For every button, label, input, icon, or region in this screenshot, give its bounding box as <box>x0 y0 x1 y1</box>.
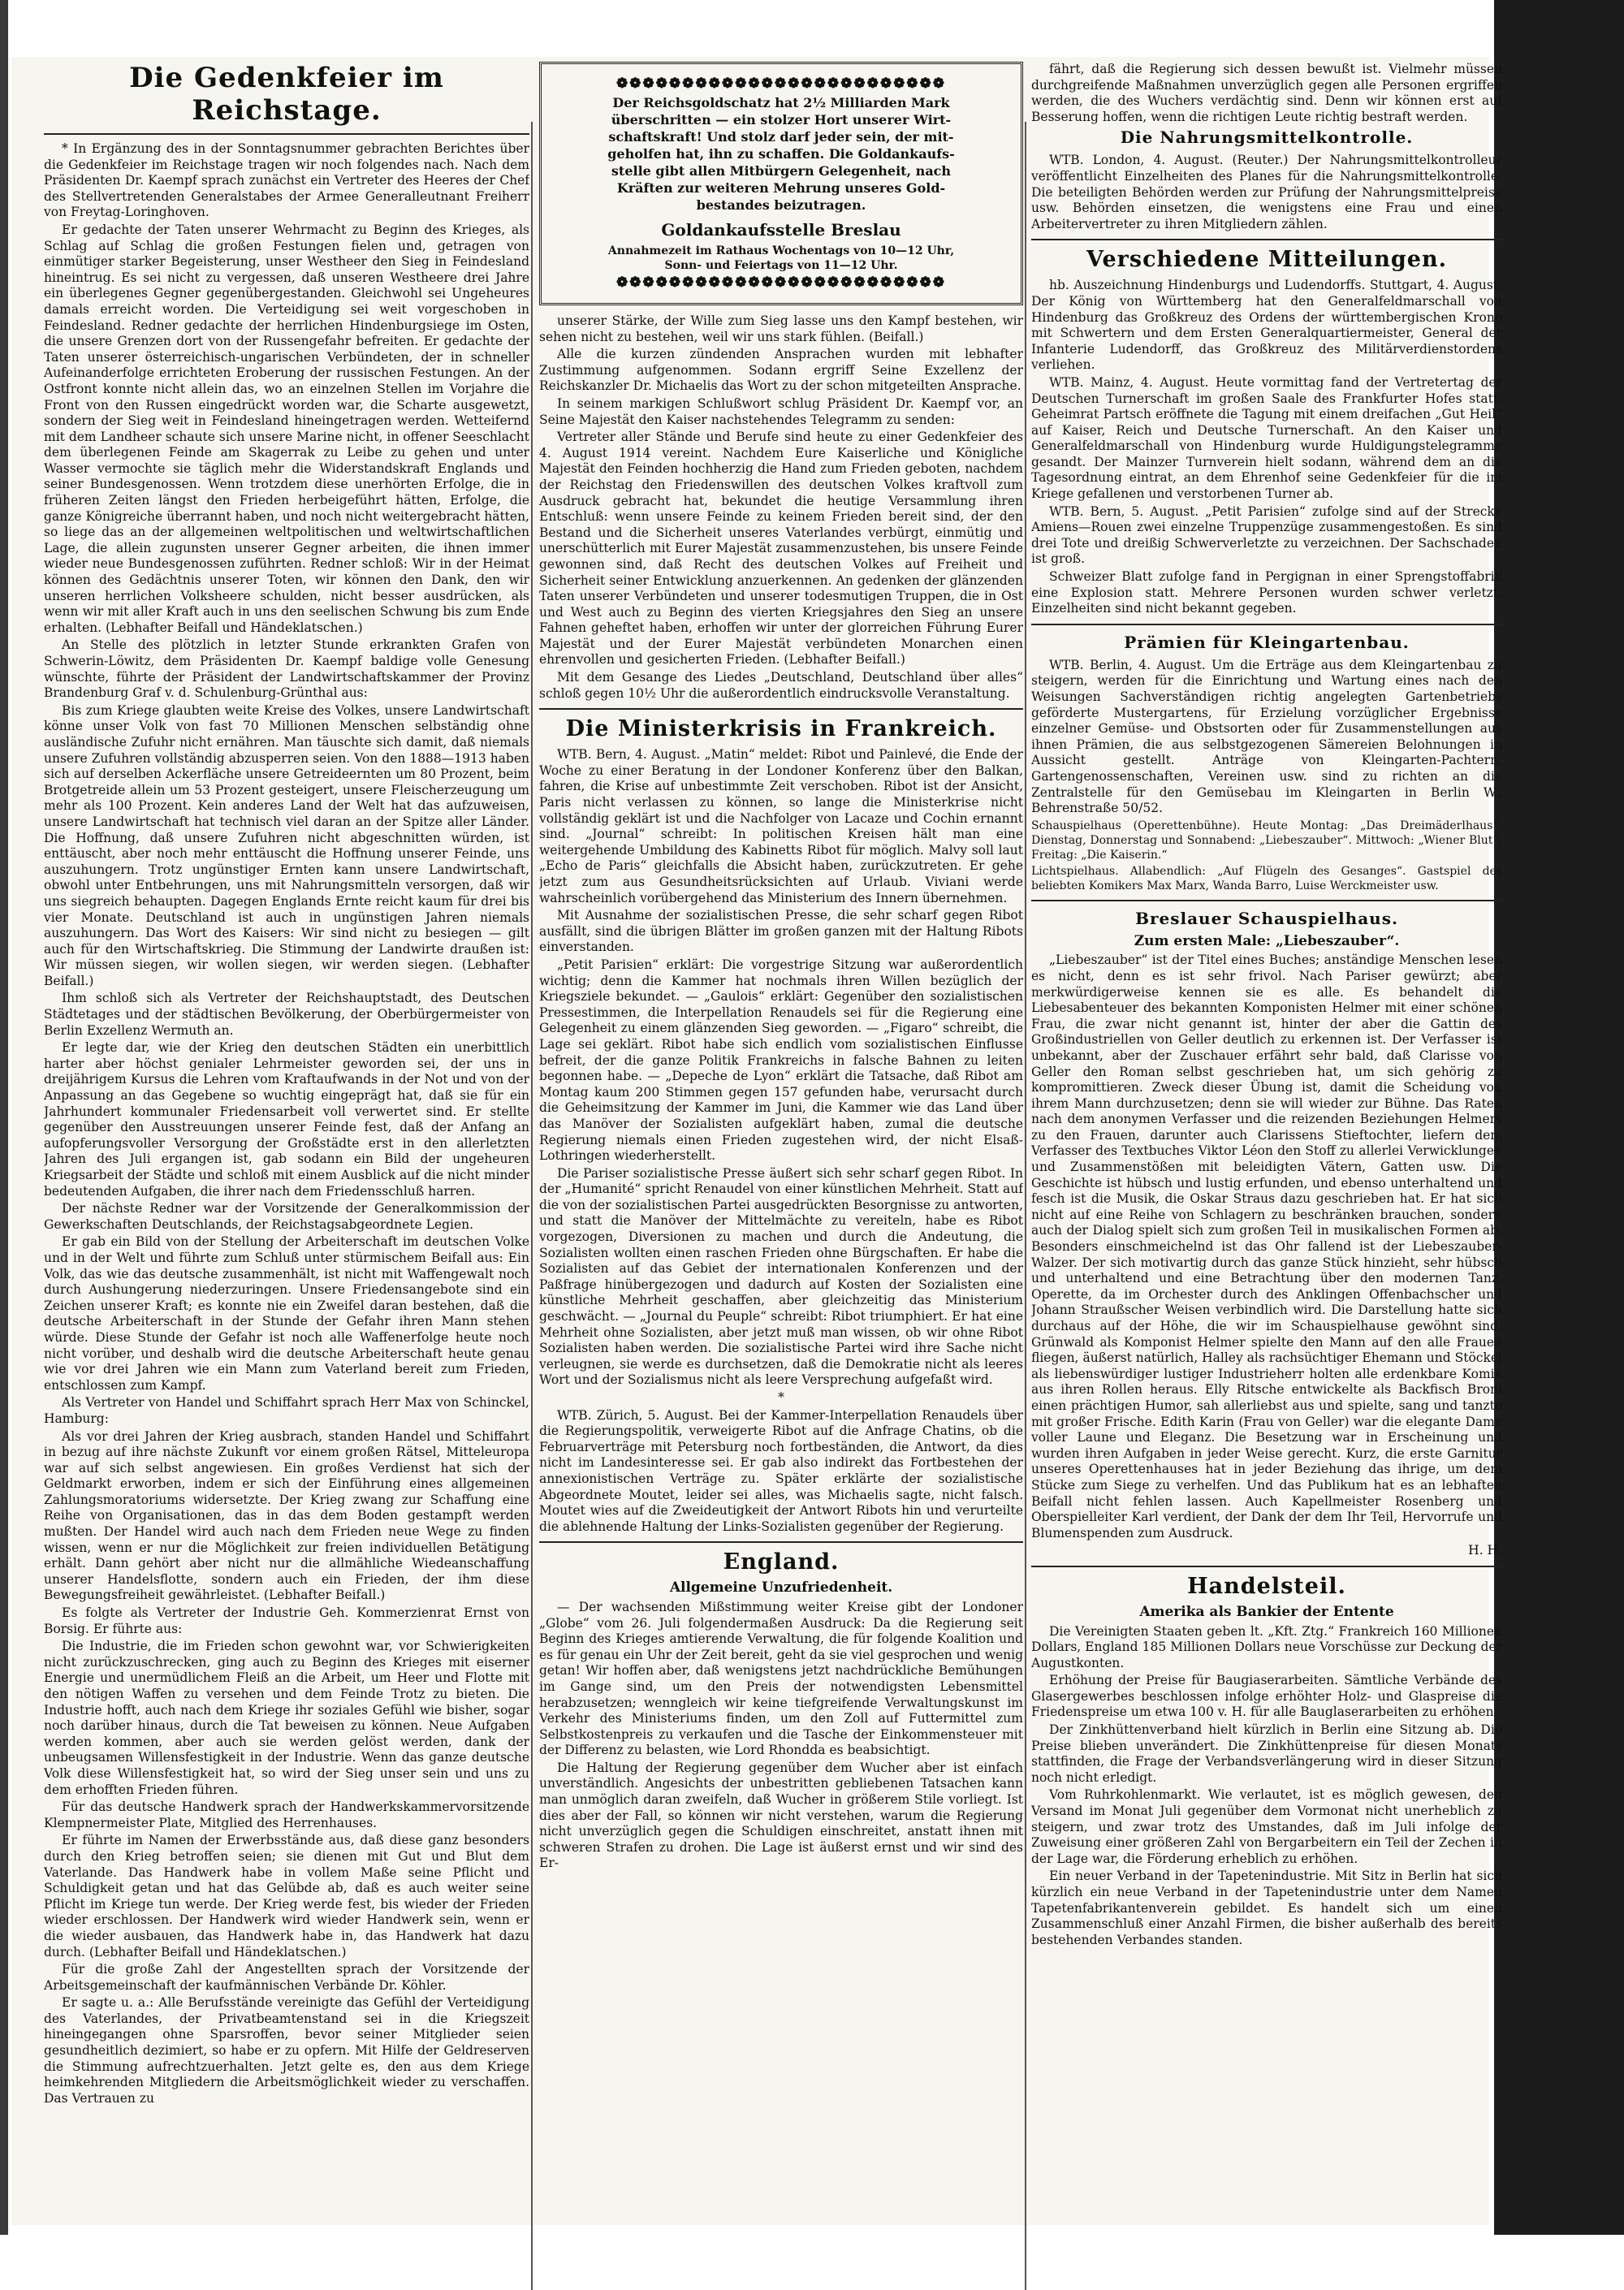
column-1 <box>44 62 529 2222</box>
paragraph: Schweizer Blatt zufolge fand in Pergignan in einer Sprengstoffabrik eine Explosion statt. Mehrere Personen wurden schwer verletzt. Einzelheiten sind nicht bekannt gegeben. <box>1031 569 1502 616</box>
paragraph: Er legte dar, wie der Krieg den deutschen Städten ein unerbittlich harter aber höchst genialer Lehrmeister geworden sei, der uns in dreijährigem Kursus die Lehren vom Kraftaufwands in der Not und von der Anpassung an das Gegebene so wuchtig eingeprägt hat, daß sie für ein Jahrhundert kommunaler Friedensarbeit voll verwertet sind. Er stellte gegenüber den Ausstreuungen unserer Feinde fest, daß der Anfang an aufopferungsvoller Versorgung der Großstädte erst in den allerletzten Jahren des Juli ergangen ist, gab sodann ein Bild der ungeheuren Kriegsarbeit der Städte und schloß mit einem Ausblick auf die nicht minder bedeutenden Aufgaben, die ihrer nach dem Friedensschluß harren. <box>44 1040 529 1199</box>
theater-note: Lichtspielhaus. Allabendlich: „Auf Flügeln des Gesanges“. Gastspiel des beliebten Komikers Max Marx, Wanda Barro, Luise Werckmeister usw. <box>1031 864 1502 892</box>
paragraph: WTB. Bern, 5. August. „Petit Parisien“ zufolge sind auf der Strecke Amiens—Rouen zwei einzelne Truppenzüge zusammengestoßen. Es sind drei Tote und dreißig Schwerverletzte zu verzeichnen. Der Sachschaden ist groß. <box>1031 503 1502 567</box>
paragraph: Bis zum Kriege glaubten weite Kreise des Volkes, unsere Landwirtschaft könne unser Volk von fast 70 Millionen Menschen selbständig ohne ausländische Zufuhr nicht ernähren. Man täuschte sich damit, daß niemals unsere Zufuhren vollständig abzusperren seien. Von den 1888—1913 haben sich auf derselben Ackerfläche unsere Getreideernten um 80 Prozent, beim Brotgetreide allein um 53 Prozent gesteigert, unsere Fleischerzeugung um mehr als 100 Prozent. Kein anderes Land der Welt hat das aufzuweisen, unsere Landwirtschaft hat technisch viel daran an der Spitze aller Länder. Die Hoffnung, daß unsere Zufuhren nicht abgeschnitten würden, ist enttäuscht, aber noch mehr enttäuscht die Hoffnung unserer Feinde, uns auszuhungern. Trotz ungünstiger Ernten kann unsere Landwirtschaft, obwohl unter Entbehrungen, uns mit Nahrungsmitteln versorgen, daß wir uns siegreich behaupten. Dagegen Englands Ernte reicht kaum für drei bis vier Monate. Deutschland ist auch in ungünstigen Jahren niemals auszuhungern. Das Wort des Kaisers: Wir sind nicht zu besiegen — gilt auch für den Wirtschaftskrieg. Die Stimmung der Landwirte draußen ist: Wir müssen siegen, wir wollen siegen, wir werden siegen. (Lebhafter Beifall.) <box>44 702 529 988</box>
headline-nahrungsmittel: Die Nahrungsmittelkontrolle. <box>1120 127 1414 148</box>
paragraph: fährt, daß die Regierung sich dessen bewußt ist. Vielmehr müssen durchgreifende Maßnahmen unverzüglich gegen alle Personen ergriffen werden, die des Wuchers verdächtig sind. Denn wir können erst auf Besserung hoffen, wenn die richtigen Leute richtig bestraft werden. <box>1031 62 1502 124</box>
paragraph: unserer Stärke, der Wille zum Sieg lasse uns den Kampf bestehen, wir sehen nicht zu bestehen, weil wir uns stark fühlen. (Beifall.) <box>539 313 1023 344</box>
paragraph: Vom Ruhrkohlenmarkt. Wie verlautet, ist es möglich gewesen, den Versand im Monat Juli gegenüber dem Vormonat nicht unerheblich zu steigern, und zwar trotz des Umstandes, daß im Juli infolge der Zuweisung einer größeren Zahl von Bergarbeitern ein Teil der Zechen in der Lage war, die Förderung erheblich zu erhöhen. <box>1031 1787 1502 1866</box>
paragraph: Die Pariser sozialistische Presse äußert sich sehr scharf gegen Ribot. In der „Humanité“ spricht Renaudel von einer künstlichen Mehrheit. Statt auf die von der sozialistischen Partei ausgedrückten Besorgnisse zu antworten, und statt die Manöver der Mittelmächte zu vereiteln, habe es Ribot vorgezogen, Diversionen zu machen und durch die Andeutung, die Sozialisten wollten einen raschen Frieden ohne Bürgschaften. Er habe die Sozialisten auf das Gebiet der internationalen Konferenzen und der Paßfrage hinübergezogen und dadurch auf Kosten der Sozialisten eine künstliche Mehrheit geschaffen, aber gleichzeitig das Ministerium geschwächt. — „Journal du Peuple“ schreibt: Ribot triumphiert. Er hat eine Mehrheit ohne Sozialisten, aber jetzt muß man wissen, ob wir ohne Ribot Sozialisten haben werden. Die sozialistische Partei wird ihre Sache nicht verleugnen, sie werde es durchsetzen, daß die Demokratie nicht als leeres Wort und der Sozialismus nicht als leere Versprechung aufgefaßt wird. <box>539 1165 1023 1388</box>
headline-gedenkfeier: Die Gedenkfeier im Reichstage. <box>129 62 444 127</box>
paragraph: Ihm schloß sich als Vertreter der Reichshauptstadt, des Deutschen Städtetages und der städtischen Bevölkerung, der Oberbürgermeister von Berlin Exzellenz Wermuth an. <box>44 991 529 1038</box>
paragraph: WTB. London, 4. August. (Reuter.) Der Nahrungsmittelkontrolleur veröffentlicht Einzelheiten des Planes für die Nahrungsmittelkontrolle. Die beteiligten Behörden werden zur Prüfung der Nahrungsmittelpreise usw. Behörden einsetzen, die wenigstens eine Frau und einen Arbeitervertreter zu ihren Mitgliedern zählen. <box>1031 153 1502 231</box>
separator <box>539 1541 1023 1543</box>
ad-line: geholfen hat, ihn zu schaffen. Die Goldankaufs- <box>607 146 955 162</box>
headline-england: England. <box>723 1549 840 1575</box>
ad-title: Goldankaufsstelle Breslau <box>661 220 901 240</box>
headline-handelsteil: Handelsteil. <box>1187 1573 1346 1599</box>
paragraph: Alle die kurzen zündenden Ansprachen wurden mit lebhafter Zustimmung aufgenommen. Sodann ergriff Seine Exzellenz der Reichskanzler Dr. Michaelis das Wort zu der schon mitgeteilten Ansprache. <box>539 347 1023 394</box>
paragraph: Für das deutsche Handwerk sprach der Handwerkskammervorsitzende Klempnermeister Plate, Mitglied des Herrenhauses. <box>44 1800 529 1830</box>
paragraph: WTB. Berlin, 4. August. Um die Erträge aus dem Kleingartenbau zu steigern, werden für die Einrichtung und Wartung eines nach den Weisungen Sachverständigen richtig angelegten Gartenbetriebs geförderte Mustergartens, für Erzielung vorzüglicher Ergebnisse einzelner Gemüse- und Obstsorten oder für Zusammenstellungen aus ihnen Prämien, die aus selbstgezogenen Sämereien Belohnungen in Aussicht gestellt. Anträge von Kleingarten-Pachtern, Gartengenossenschaften, Vereinen usw. sind zu richten an die Zentralstelle für den Gemüsebau im Kleingarten in Berlin W., Behrenstraße 50/52. <box>1031 657 1502 816</box>
separator <box>1031 1566 1502 1567</box>
subheadline-amerika: Amerika als Bankier der Entente <box>1139 1603 1394 1620</box>
subheadline-liebeszauber: Zum ersten Male: „Liebeszauber“. <box>1134 932 1400 949</box>
separator <box>44 133 529 135</box>
paragraph: In seinem markigen Schlußwort schlug Präsident Dr. Kaempf vor, an Seine Majestät den Kaiser nachstehendes Telegramm zu senden: <box>539 395 1023 427</box>
star-divider: * <box>778 1390 784 1405</box>
paragraph: Als Vertreter von Handel und Schiffahrt sprach Herr Max von Schinckel, Hamburg: <box>44 1395 529 1426</box>
paragraph: WTB. Bern, 4. August. „Matin“ meldet: Ribot und Painlevé, die Ende der Woche zu einer Beratung in der Londoner Konferenz über den Balkan, fahren, die Krise auf unbestimmte Zeit verschoben. Ribot ist der Ansicht, Paris nicht verlassen zu können, so lange die Ministerkrise nicht vollständig geklärt ist und die Nachfolger von Lacaze und Cochin ernannt sind. „Journal“ schreibt: In politischen Kreisen hält man eine weitergehende Umbildung des Kabinetts Ribot für möglich. Malvy soll laut „Echo de Paris“ gleichfalls die Absicht haben, zurückzutreten. Er gehe jetzt zum aus Gesundheitsrücksichten auf Urlaub. Viviani werde wahrscheinlich vorübergehend das Ministerium des Innern übernehmen. <box>539 747 1023 905</box>
ad-line: überschritten — ein stolzer Hort unserer Wirt- <box>611 112 952 127</box>
ornament-row: ❁❁❁❁❁❁❁❁❁❁❁❁❁❁❁❁❁❁❁❁❁❁❁❁❁ <box>615 274 947 291</box>
separator <box>1031 624 1502 625</box>
paragraph: Der Zinkhüttenverband hielt kürzlich in Berlin eine Sitzung ab. Die Preise blieben unverändert. Die Zinkhüttenpreise für diesen Monats stattfinden, die Frage der Verbandsverlängerung wird in dieser Sitzung noch nicht erledigt. <box>1031 1722 1502 1785</box>
gold-ad-box <box>539 62 1023 305</box>
paragraph: hb. Auszeichnung Hindenburgs und Ludendorffs. Stuttgart, 4. August. Der König von Württemberg hat den Generalfeldmarschall von Hindenburg das Großkreuz des Ordens der württembergischen Krone mit Schwertern und dem Ersten Generalquartiermeister, General der Infanterie Ludendorff, das Großkreuz des Militärverdienstordens verliehen. <box>1031 278 1502 373</box>
newspaper-page <box>11 57 1502 2225</box>
scan-left-edge <box>0 0 8 2235</box>
ornament-row: ❁❁❁❁❁❁❁❁❁❁❁❁❁❁❁❁❁❁❁❁❁❁❁❁❁ <box>615 76 947 92</box>
paragraph: An Stelle des plötzlich in letzter Stunde erkrankten Grafen von Schwerin-Löwitz, dem Präsidenten Dr. Kaempf baldige volle Genesung wünschte, führte der Präsident der Landwirtschaftskammer der Provinz Brandenburg Graf v. d. Schulenburg-Grünthal aus: <box>44 637 529 701</box>
paragraph: Er sagte u. a.: Alle Berufsstände vereinigte das Gefühl der Verteidigung des Vaterlandes, der Privatbeamtenstand sei in die Kriegszeit hineingegangen ohne Sparsroffen, bevor seiner Mitglieder seien gesundheitlich dezimiert, so habe er zu opfern. Mit Hilfe der Geldreserven die Stimmung aufrechtzuerhalten. Jetzt gelte es, den aus dem Kriege heimkehrenden Mitgliedern die Arbeitsmöglichkeit wieder zu verschaffen. Das Vertrauen zu <box>44 1995 529 2106</box>
paragraph: Vertreter aller Stände und Berufe sind heute zu einer Gedenkfeier des 4. August 1914 vereint. Nachdem Eure Kaiserliche und Königliche Majestät den Feinden hochherzig die Hand zum Frieden geboten, nachdem der Reichstag den Friedenswillen des deutschen Volkes kraftvoll zum Ausdruck gebracht hat, bekundet die heutige Versammlung ihren Entschluß: wenn unsere Feinde zu keinem Frieden bereit sind, der den Bestand und die Sicherheit unseres Vaterlandes verbürgt, einmütig und unerschütterlich mit Eurer Majestät zusammenzustehen, bis unsere Feinde gewonnen sind, daß Recht des deutschen Volkes auf Freiheit und Sicherheit seiner Entwicklung anzuerkennen. An gedenken der glänzenden Taten unserer Verbündeten und unserer todesmutigen Truppen, die in Ost und West auch zu Beginn des vierten Kriegsjahres den Sieg an unsere Fahnen geheftet haben, erhoffen wir unter der glorreichen Führung Eurer Majestät und der Eurer Majestät verbündeten Monarchen einen ehrenvollen und gesicherten Frieden. (Lebhafter Beifall.) <box>539 430 1023 668</box>
column-3 <box>1031 62 1502 2222</box>
author-signature: H. H. <box>1468 1543 1502 1558</box>
paragraph: Die Industrie, die im Frieden schon gewohnt war, vor Schwierigkeiten nicht zurückzuschrecken, ging auch zu Beginn des Krieges mit eiserner Energie und unermüdlichem Fleiß an die Arbeit, um Heer und Flotte mit den nötigen Waffen zu versehen und dem Feinde Trotz zu bieten. Die Industrie hofft, auch nach dem Kriege ihr soziales Gefühl wie bisher, sogar noch darüber hinaus, durch die Tat beweisen zu können. Neue Aufgaben werden kommen, aber auch sie werden gelöst werden, dank der unbeugsamen Willensfestigkeit in der Industrie. Wenn das ganze deutsche Volk diese Willensfestigkeit hat, so wird der Sieg unser sein und uns zu dem erhofften Frieden führen. <box>44 1639 529 1797</box>
paragraph: Er gedachte der Taten unserer Wehrmacht zu Beginn des Krieges, als Schlag auf Schlag die großen Festungen fielen und, getragen von einmütiger starker Begeisterung, unser Westheer den Sieg in Feindesland hineintrug. Es sei nicht zu vergessen, daß unseren Westheere drei Jahre ein überlegenes Gegner gegenübergestanden. Gleichwohl sei Ungeheures damals erreicht worden. Die Verteidigung sei weit vorgeschoben in Feindesland. Redner gedachte der herrlichen Hindenburgsiege im Osten, die unsere Grenzen dort von der Russengefahr befreiten. Er gedachte der Taten unserer österreichisch-ungarischen Verbündeten, der in schneller Aufeinanderfolge errichteten Eroberung der russischen Festungen. An der Ostfront konnte nicht allein das, wo an einzelnen Stellen im Vorjahre die Front von den Russen eingedrückt worden war, die Scharte ausgewetzt, sondern der Sieg weit in Feindesland hineingetragen werden. Wetteifernd mit dem Landheer schaute sich unsere Marine nicht, in offener Seeschlacht dem überlegenen Feinde am Skagerrak zu Leibe zu gehen und unter Wasser vermochte sie täglich mehr die Widerstandskraft Englands und seiner Bundesgenossen. Wenn trotzdem diese unerhörten Erfolge, die in früheren Zeiten längst den Frieden herbeigeführt hätten, Erfolge, die ganze Königreiche überrannt haben, und noch nicht weitergebracht hätten, so liege das an der allgemeinen weltpolitischen und weltwirtschaftlichen Lage, die allein zugunsten unserer Gegner arbeiten, die ihnen immer wieder neue Bundesgenossen zuführten. Redner schloß: Wir in der Heimat können des Gedächtnis unserer Toten, wir können den Dank, den wir unseren herrlichen Volksheere schulden, nicht besser ausdrücken, als wenn wir mit aller Kraft auch in uns den seelischen Schwung bis zum Ende erhalten. (Lebhafter Beifall und Händeklatschen.) <box>44 222 529 635</box>
paragraph: * In Ergänzung des in der Sonntagsnummer gebrachten Berichtes über die Gedenkfeier im Reichstage tragen wir noch folgendes nach. Nach dem Präsidenten Dr. Kaempf sprach zunächst ein Vertreter des Heeres der Chef des Stellvertretenden Generalstabes der Armee Generalleutnant Freiherr von Freytag-Loringhoven. <box>44 141 529 220</box>
column-2 <box>539 62 1023 2222</box>
headline-ministerkrisis: Die Ministerkrisis in Frankreich. <box>565 716 997 742</box>
ad-hours: Sonn- und Feiertags von 11—12 Uhr. <box>664 259 898 272</box>
separator <box>1031 239 1502 240</box>
column-rule-2 <box>1025 122 1026 2290</box>
paragraph: „Liebeszauber“ ist der Titel eines Buches; anständige Menschen lesen es nicht, denn es ist sehr frivol. Nach Pariser gewürzt; aber merkwürdigerweise kennen sie es alle. Es behandelt die Liebesabenteuer des bekannten Komponisten Helmer mit einer schönen Frau, die zwar nicht genannt ist, hinter der aber die Gattin des Großindustriellen von Geller deutlich zu erkennen ist. Der Verfasser ist unbekannt, aber der Zuschauer erfährt sehr bald, daß Clarisse von Geller den Roman selbst geschrieben hat, um sich gehörig zu kompromittieren. Zweck dieser Übung ist, damit die Scheidung von ihrem Mann durchzusetzen; denn sie will wieder zur Bühne. Das Raten nach dem anonymen Verfasser und die reizenden Beziehungen Helmers zu den Frauen, darunter auch Clarissens Stieftochter, liefern dem Verfasser des Textbuches Viktor Léon den Stoff zu allerlei Verwicklungen und Zusammenstößen mit beleidigten Vätern, Gatten usw. Die Geschichte ist hübsch und lustig erfunden, und ebenso unterhaltend und fesch ist die Musik, die Oskar Straus dazu geschrieben hat. Er hat sich nicht auf eine Reihe von Schlagern zu beschränken brauchen, sondern auch der Dialog spielt sich zum großen Teil in musikalischen Formen ab. Besonders einschmeichelnd ist das Ohr fallend ist der Liebeszauber-Walzer. Der sich motivartig durch das ganze Stück hinzieht, sehr hübsch und unterhaltend und eine Betrachtung über den modernen Tanz. Operette, da im Orchester durch des Anklingen Offenbachscher und Johann Straußscher Weisen verbindlich wird. Die Darstellung hatte sich durchaus auf der Höhe, die wir im Schauspielhause gewöhnt sind. Grünwald als Komponist Helmer spielte den Mann auf den alle Frauen fliegen, äußerst natürlich, Halley als rachsüchtiger Ehemann und Stöckel als liebenswürdiger lustiger Industrieherr holten alle erdenkbare Komik aus ihren Rollen heraus. Elly Ritsche entwickelte als Backfisch Broni einen prächtigen Humor, sah allerliebst aus und spielte, sang und tanzte mit großer Frische. Edith Karin (Frau von Geller) war die elegante Dame voller Laune und Eleganz. Die Besetzung war in Erscheinung und wurden ihren Aufgaben in jeder Weise gerecht. Kurz, die erste Garnitur unseres Operettenhauses hat in jeder Beziehung das ihrige, um dem Stücke zum Siege zu verhelfen. Und das Publikum hat es an lebhaften Beifall nicht fehlen lassen. Auch Kapellmeister Rosenberg und Oberspielleiter Karl verdient, der Dank der dem Ihr Teil, Hervorrufe und Blumenspenden zum Ausdruck. <box>1031 953 1502 1540</box>
column-rule-1 <box>531 122 533 2290</box>
paragraph: Erhöhung der Preise für Baugiaserarbeiten. Sämtliche Verbände des Glasergewerbes beschlossen infolge erhöhter Holz- und Glaspreise die Friedenspreise um etwa 100 v. H. für alle Bauglaserarbeiten zu erhöhen. <box>1031 1673 1502 1720</box>
paragraph: Es folgte als Vertreter der Industrie Geh. Kommerzienrat Ernst von Borsig. Er führte aus: <box>44 1605 529 1636</box>
ad-line: stelle gibt allen Mitbürgern Gelegenheit, nach <box>611 163 952 179</box>
subheadline-unzufriedenheit: Allgemeine Unzufriedenheit. <box>669 1579 893 1597</box>
paragraph: WTB. Zürich, 5. August. Bei der Kammer-Interpellation Renaudels über die Regierungspolitik, verweigerte Ribot auf die Anfrage Chatins, ob die Februarverträge mit Petersburg noch fortbeständen, die Antwort, da dies nicht im Landesinteresse sei. Er gab also indirekt das Fortbestehen der annexionistischen Verträge zu. Später erklärte der sozialistische Abgeordnete Moutet, leider sei alles, was Michaelis sagte, nicht falsch. Moutet wies auf die Zweideutigkeit der Antwort Ribots hin und verurteilte die ablehnende Haltung der Links-Sozialisten gegenüber der Regierung. <box>539 1407 1023 1534</box>
theater-note: Schauspielhaus (Operettenbühne). Heute Montag: „Das Dreimäderlhaus“. Dienstag, Donnerstag und Sonnabend: „Liebeszauber“. Mittwoch: „Wiener Blut“. Freitag: „Die Kaiserin.“ <box>1031 819 1502 862</box>
ad-line: bestandes beizutragen. <box>696 197 866 213</box>
ad-line: Kräften zur weiteren Mehrung unseres Gold- <box>616 180 946 196</box>
paragraph: Die Haltung der Regierung gegenüber dem Wucher aber ist einfach unverständlich. Angesichts der unbestritten gebliebenen Tatsachen kann man unmöglich daran zweifeln, daß Wucher in größerem Stile vorliegt. Ist dies aber der Fall, so können wir nicht verstehen, warum die Regierung nicht unverzüglich gegen die Schuldigen einschreitet, anstatt ihnen mit schweren Strafen zu drohen. Die Lage ist äußerst ernst und wir sind des Er- <box>539 1760 1023 1871</box>
ad-line: Der Reichsgoldschatz hat 2½ Milliarden Mark <box>612 95 950 110</box>
separator <box>539 708 1023 710</box>
headline-schauspielhaus: Breslauer Schauspielhaus. <box>1135 908 1398 928</box>
paragraph: Die Vereinigten Staaten geben lt. „Kft. Ztg.“ Frankreich 160 Millionen Dollars, England 185 Millionen Dollars neue Vorschüsse zur Deckung der Augustkonten. <box>1031 1623 1502 1670</box>
paragraph: WTB. Mainz, 4. August. Heute vormittag fand der Vertretertag der Deutschen Turnerschaft im großen Saale des Frankfurter Hofes statt. Geheimrat Partsch eröffnete die Tagung mit einem dreifachen „Gut Heil“ auf Kaiser, Reich und Deutsche Turnerschaft. An den Kaiser und Generalfeldmarschall von Hindenburg wurde Huldigungstelegramme gesandt. Der Mainzer Turnverein hielt sodann, während dem an die Tagesordnung eintrat, an dem Ehrenhof seine Gedenkfeier für die im Kriege gefallenen und verstorbenen Turner ab. <box>1031 374 1502 502</box>
headline-mitteilungen: Verschiedene Mitteilungen. <box>1086 247 1447 273</box>
paragraph: — Der wachsenden Mißstimmung weiter Kreise gibt der Londoner „Globe“ vom 26. Juli folgendermaßen Ausdruck: Da die Regierung seit Beginn des Krieges amtierende Verwaltung, die für folgende Koalition und es für genau ein Uhr der Zeit bereit, geht da sie viel gesprochen und wenig getan! Wir hoffen aber, daß wenigstens jetzt nachdrückliche Bemühungen im Gange sind, um den Preis der notwendigsten Lebensmittel herabzusetzen; wenngleich wir keine tiefgreifende Verwaltungskunst im Verkehr des Ministeriums finden, um den Zoll auf Futtermittel zum Selbstkostenpreis zu verkaufen und die Tasche der Einkommensteuer mit der Differenz zu belasten, wie Lord Rhondda es beabsichtigt. <box>539 1599 1023 1758</box>
scan-right-edge <box>1494 0 1624 2235</box>
paragraph: Er gab ein Bild von der Stellung der Arbeiterschaft im deutschen Volke und in der Welt und führte zum Schluß unter stürmischem Beifall aus: Ein Volk, das wie das deutsche zusammenhält, ist nicht mit Waffengewalt noch durch Aushungerung niederzuringen. Unsere Friedensangebote sind ein Zeichen unserer Kraft; es konnte nie ein Zweifel daran bestehen, daß die deutsche Arbeiterschaft in der Stunde der Gefahr ihren Mann stehen würde. Diese Stunde der Gefahr ist noch alle Waffenerfolge heute noch nicht vorüber, und deshalb wird die deutsche Arbeiterschaft heute genau wie vor drei Jahren wie ein Mann zum Vaterland bereit zum Frieden, entschlossen zum Kampf. <box>44 1234 529 1393</box>
ad-hours: Annahmezeit im Rathaus Wochentags von 10—12 Uhr, <box>607 244 955 257</box>
paragraph: „Petit Parisien“ erklärt: Die vorgestrige Sitzung war außerordentlich wichtig; denn die Kammer hat nochmals ihren Willen bezüglich der Kriegsziele bekundet. — „Gaulois“ erklärt: Gegenüber den sozialistischen Pressestimmen, die Interpellation Renaudels sei für die Regierung eine Gelegenheit zu einem glänzenden Sieg geworden. — „Figaro“ schreibt, die Lage sei geklärt. Ribot habe sich endlich vom sozialistischen Einflusse befreit, der die ganze Politik Frankreichs in falsche Bahnen zu leiten begonnen habe. — „Depeche de Lyon“ erklärt die Tatsache, daß Ribot am Montag kaum 200 Stimmen gegen 157 gefunden habe, verursacht durch die Geheimsitzung der Kammer im Juni, die Kammer wie das Land über das Manöver der Sozialisten aufgeklärt haben, zumal die deutsche Regierung niemals einen Frieden zugestehen wird, der nicht Elsaß-Lothringen wiederherstellt. <box>539 957 1023 1164</box>
ad-line: schaftskraft! Und stolz darf jeder sein, der mit- <box>608 129 954 145</box>
paragraph: Ein neuer Verband in der Tapetenindustrie. Mit Sitz in Berlin hat sich kürzlich ein neue Verband in der Tapetenindustrie unter dem Namen Tapetenfabrikantenverein gebildet. Es handelt sich um einen Zusammenschluß einer Anzahl Firmen, die bisher außerhalb des bereits bestehenden Verbandes standen. <box>1031 1869 1502 1947</box>
paragraph: Mit dem Gesange des Liedes „Deutschland, Deutschland über alles“ schloß gegen 10½ Uhr die außerordentlich eindrucksvolle Veranstaltung. <box>539 670 1023 701</box>
paragraph: Als vor drei Jahren der Krieg ausbrach, standen Handel und Schiffahrt in bezug auf ihre nächste Zukunft vor einem großen Rätsel, Mitteleuropa war auf sich selbst angewiesen. Ein großes Verdienst hat sich der Geldmarkt erworben, indem er sich der Einführung eines allgemeinen Zahlungsmoratoriums widersetzte. Der Krieg zwang zur Schaffung eine Reihe von Organisationen, das in das dem Boden gestampft werden mußten. Der Handel wird auch nach dem Frieden neue Wege zu finden wissen, wenn er nur die Möglichkeit zur freien individuellen Betätigung erhält. Dann gehört aber nicht nur die allmähliche Wiedeanschaffung unserer Handelsflotte, sondern auch ein Frieden, der ihm diese Bewegungsfreiheit gewährleistet. (Lebhafter Beifall.) <box>44 1428 529 1603</box>
paragraph: Er führte im Namen der Erwerbsstände aus, daß diese ganz besonders durch den Krieg betroffen seien; sie dienen mit Gut und Blut dem Vaterlande. Das Handwerk habe in vollem Maße seine Pflicht und Schuldigkeit getan und hat das Gelübde ab, daß es auch weiter seine Pflicht im Kriege tun werde. Der Krieg werde fest, bis wieder der Frieden wieder erschlossen. Der Handwerk wird wieder Handwerk sein, wenn er die wieder ausbauen, das Handwerk habe in, das Handwerk hat dazu durch. (Lebhafter Beifall und Händeklatschen.) <box>44 1833 529 1959</box>
paragraph: Mit Ausnahme der sozialistischen Presse, die sehr scharf gegen Ribot ausfällt, sind die übrigen Blätter im großen ganzen mit der Haltung Ribots einverstanden. <box>539 908 1023 955</box>
paragraph: Der nächste Redner war der Vorsitzende der Generalkommission der Gewerkschaften Deutschlands, der Reichstagsabgeordnete Legien. <box>44 1201 529 1232</box>
separator <box>1031 900 1502 901</box>
headline-kleingarten: Prämien für Kleingartenbau. <box>1124 632 1410 652</box>
paragraph: Für die große Zahl der Angestellten sprach der Vorsitzende der Arbeitsgemeinschaft der kaufmännischen Verbände Dr. Köhler. <box>44 1962 529 1993</box>
